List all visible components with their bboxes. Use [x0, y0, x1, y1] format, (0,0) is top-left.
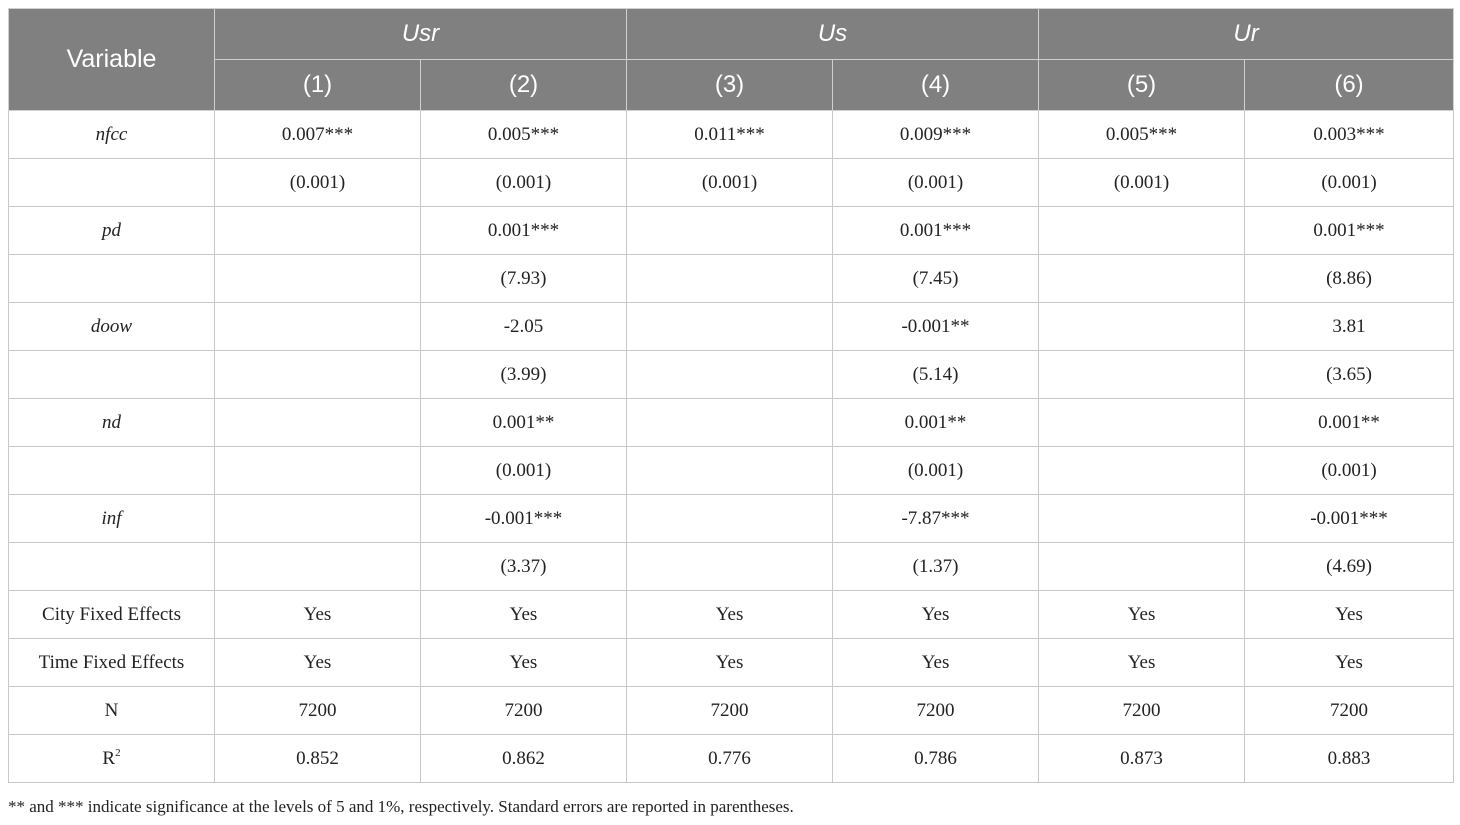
row-label — [9, 687, 215, 735]
row-label-text: doow — [90, 315, 133, 337]
table-cell — [627, 543, 833, 591]
table-cell: -0.001*** — [421, 495, 627, 543]
regression-table-container — [8, 8, 1453, 783]
table-cell: Yes — [1039, 591, 1245, 639]
table-cell: 7200 — [421, 687, 627, 735]
table-cell — [215, 303, 421, 351]
table-cell: 0.005*** — [1039, 111, 1245, 159]
table-row — [9, 255, 1454, 303]
table-cell — [1039, 351, 1245, 399]
table-cell: Yes — [833, 639, 1039, 687]
table-cell — [627, 207, 833, 255]
header-row-groups — [9, 9, 1454, 60]
table-cell: 0.776 — [627, 735, 833, 783]
row-label — [9, 111, 215, 159]
table-cell: 0.862 — [421, 735, 627, 783]
table-cell: (0.001) — [627, 159, 833, 207]
table-row — [9, 351, 1454, 399]
table-cell: 7200 — [215, 687, 421, 735]
table-row — [9, 207, 1454, 255]
table-cell: 0.786 — [833, 735, 1039, 783]
table-cell: 0.011*** — [627, 111, 833, 159]
column-header-5: (5) — [1039, 60, 1245, 111]
table-body — [9, 111, 1454, 783]
table-row — [9, 111, 1454, 159]
table-cell: (3.99) — [421, 351, 627, 399]
table-cell: (1.37) — [833, 543, 1039, 591]
table-cell: Yes — [215, 639, 421, 687]
table-row — [9, 159, 1454, 207]
table-cell: Yes — [833, 591, 1039, 639]
table-cell: 0.873 — [1039, 735, 1245, 783]
table-cell: Yes — [627, 639, 833, 687]
table-cell: -7.87*** — [833, 495, 1039, 543]
row-label — [9, 543, 215, 591]
table-cell: (0.001) — [421, 159, 627, 207]
table-row — [9, 543, 1454, 591]
table-cell: (0.001) — [833, 159, 1039, 207]
table-row — [9, 495, 1454, 543]
table-cell: 0.001** — [1245, 399, 1454, 447]
table-cell: -0.001*** — [1245, 495, 1454, 543]
table-cell: (3.37) — [421, 543, 627, 591]
row-label — [9, 495, 215, 543]
table-cell — [215, 351, 421, 399]
regression-table — [8, 8, 1454, 783]
row-label — [9, 207, 215, 255]
table-row — [9, 399, 1454, 447]
table-cell: 0.001** — [833, 399, 1039, 447]
column-header-1: (1) — [215, 60, 421, 111]
row-label — [9, 399, 215, 447]
table-cell — [627, 447, 833, 495]
table-cell — [1039, 255, 1245, 303]
table-cell: -2.05 — [421, 303, 627, 351]
variable-header: Variable — [9, 9, 215, 111]
row-label — [9, 351, 215, 399]
table-cell: 7200 — [1039, 687, 1245, 735]
table-cell: (7.45) — [833, 255, 1039, 303]
table-cell — [215, 495, 421, 543]
table-header — [9, 9, 1454, 111]
table-cell: 0.001** — [421, 399, 627, 447]
table-footnote: ** and *** indicate significance at the levels of 5 and 1%, respectively. Standard errors are reported in parentheses. — [8, 797, 794, 816]
table-cell: 0.007*** — [215, 111, 421, 159]
table-cell — [627, 303, 833, 351]
row-label — [9, 639, 215, 687]
table-row — [9, 447, 1454, 495]
table-cell: (0.001) — [1245, 447, 1454, 495]
table-cell: Yes — [421, 639, 627, 687]
table-cell: Yes — [627, 591, 833, 639]
row-label — [9, 735, 215, 783]
row-label — [9, 255, 215, 303]
row-label-text: R — [102, 748, 116, 769]
table-cell — [1039, 543, 1245, 591]
table-cell — [1039, 495, 1245, 543]
table-row — [9, 303, 1454, 351]
table-cell: -0.001** — [833, 303, 1039, 351]
table-cell: Yes — [1039, 639, 1245, 687]
table-cell: 0.005*** — [421, 111, 627, 159]
table-row — [9, 687, 1454, 735]
row-label-superscript: 2 — [115, 747, 121, 759]
table-cell: 7200 — [833, 687, 1039, 735]
table-cell — [627, 495, 833, 543]
table-cell: (3.65) — [1245, 351, 1454, 399]
group-header-us: Us — [627, 9, 1039, 60]
table-cell: (8.86) — [1245, 255, 1454, 303]
table-cell: 7200 — [627, 687, 833, 735]
table-cell: (5.14) — [833, 351, 1039, 399]
table-cell — [215, 447, 421, 495]
column-header-6: (6) — [1245, 60, 1454, 111]
table-cell: Yes — [1245, 639, 1454, 687]
table-cell — [627, 351, 833, 399]
table-cell: 0.001*** — [1245, 207, 1454, 255]
group-header-ur: Ur — [1039, 9, 1454, 60]
row-label — [9, 447, 215, 495]
row-label-text: inf — [101, 507, 122, 529]
table-cell — [627, 399, 833, 447]
table-cell: (4.69) — [1245, 543, 1454, 591]
table-cell: 0.001*** — [421, 207, 627, 255]
table-cell: Yes — [1245, 591, 1454, 639]
column-header-2: (2) — [421, 60, 627, 111]
table-cell — [215, 255, 421, 303]
table-cell — [215, 399, 421, 447]
table-cell: 7200 — [1245, 687, 1454, 735]
table-cell: Yes — [215, 591, 421, 639]
table-cell: 0.001*** — [833, 207, 1039, 255]
row-label-text: N — [104, 699, 119, 721]
table-cell: (0.001) — [833, 447, 1039, 495]
table-cell — [1039, 207, 1245, 255]
column-header-4: (4) — [833, 60, 1039, 111]
table-cell: 0.883 — [1245, 735, 1454, 783]
table-cell: 0.003*** — [1245, 111, 1454, 159]
table-cell — [1039, 399, 1245, 447]
row-label — [9, 591, 215, 639]
table-cell — [1039, 303, 1245, 351]
table-row — [9, 591, 1454, 639]
table-cell — [215, 207, 421, 255]
table-cell: (0.001) — [1039, 159, 1245, 207]
table-cell — [1039, 447, 1245, 495]
row-label — [9, 159, 215, 207]
table-cell — [215, 543, 421, 591]
table-cell: (7.93) — [421, 255, 627, 303]
table-cell: 0.852 — [215, 735, 421, 783]
row-label-text: Time Fixed Effects — [38, 651, 185, 673]
table-cell: 0.009*** — [833, 111, 1039, 159]
table-cell: (0.001) — [215, 159, 421, 207]
row-label — [9, 303, 215, 351]
group-header-usr: Usr — [215, 9, 627, 60]
row-label-text: pd — [102, 219, 121, 241]
table-row — [9, 735, 1454, 783]
row-label-text: City Fixed Effects — [42, 603, 181, 625]
table-row — [9, 639, 1454, 687]
row-label-text: nd — [102, 411, 121, 433]
table-cell: Yes — [421, 591, 627, 639]
column-header-3: (3) — [627, 60, 833, 111]
row-label-text: nfcc — [95, 123, 128, 145]
table-cell: (0.001) — [1245, 159, 1454, 207]
table-cell: (0.001) — [421, 447, 627, 495]
table-cell: 3.81 — [1245, 303, 1454, 351]
header-row-columns — [9, 60, 1454, 111]
table-cell — [627, 255, 833, 303]
